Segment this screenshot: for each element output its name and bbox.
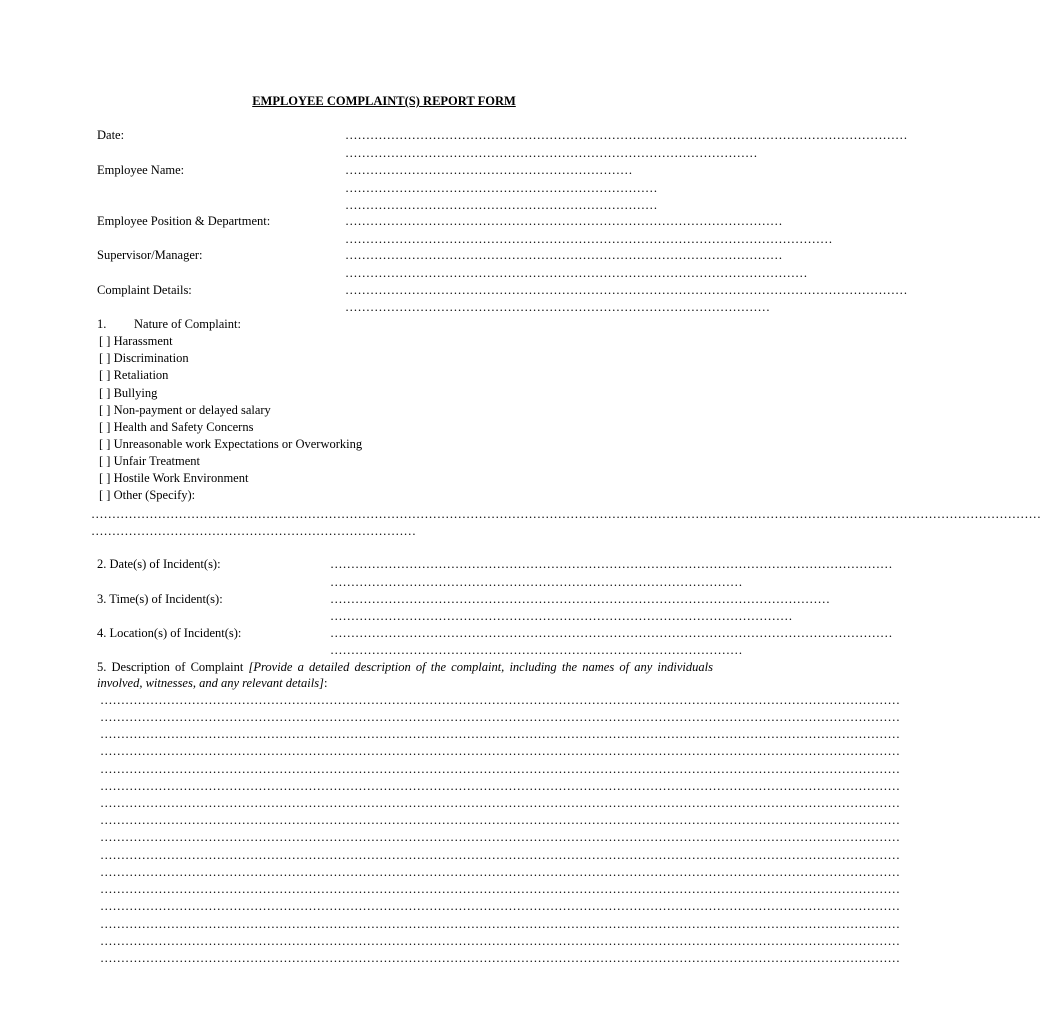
supervisor-line-2[interactable]: ………………………………………………………………………………………………… [345, 266, 808, 280]
complaint-details-label: Complaint Details: [97, 283, 192, 297]
other-specify-line-2[interactable]: …………………………………………………………………… [91, 524, 416, 538]
description-line[interactable]: ………………………………………………………………………………………………………………………………………………………………………… [100, 951, 900, 965]
date-input-line-1[interactable]: ……………………………………………………………………………………………………………………… [345, 128, 908, 142]
employee-name-line-2[interactable]: ………………………………………………………………… [345, 181, 658, 195]
incident-location-line-2[interactable]: ……………………………………………………………………………………… [330, 643, 743, 657]
description-label: 5. Description of Complaint [97, 660, 244, 674]
description-line[interactable]: ………………………………………………………………………………………………………………………………………………………………………… [100, 762, 900, 776]
option-bullying[interactable]: [ ] Bullying [99, 386, 158, 400]
position-department-label: Employee Position & Department: [97, 214, 271, 228]
option-health-safety[interactable]: [ ] Health and Safety Concerns [99, 420, 254, 434]
other-specify-line-1[interactable]: ………………………………………………………………………………………………………………………………………………………………………………………………………… [91, 507, 1041, 521]
description-hint: [Provide a detailed description of the complaint, including the names of any individuals involved, witnesses, and any relevant details] [97, 660, 713, 690]
description-line[interactable]: ………………………………………………………………………………………………………………………………………………………………………… [100, 710, 900, 724]
incident-time-line-2[interactable]: ………………………………………………………………………………………………… [330, 609, 793, 623]
description-prompt [97, 659, 713, 691]
description-line[interactable]: ………………………………………………………………………………………………………………………………………………………………………… [100, 813, 900, 827]
incident-date-line-1[interactable]: ……………………………………………………………………………………………………………………… [330, 557, 893, 571]
option-non-payment[interactable]: [ ] Non-payment or delayed salary [99, 403, 271, 417]
nature-number: 1. [97, 317, 107, 331]
employee-name-line-1[interactable]: …………………………………………………………… [345, 163, 633, 177]
supervisor-label: Supervisor/Manager: [97, 248, 203, 262]
employee-name-label: Employee Name: [97, 163, 185, 177]
option-discrimination[interactable]: [ ] Discrimination [99, 351, 189, 365]
description-line[interactable]: ………………………………………………………………………………………………………………………………………………………………………… [100, 830, 900, 844]
date-label: Date: [97, 128, 125, 142]
complaint-details-line-1[interactable]: ……………………………………………………………………………………………………………………… [345, 283, 908, 297]
form-title: EMPLOYEE COMPLAINT(S) REPORT FORM [252, 94, 516, 108]
option-unfair-treatment[interactable]: [ ] Unfair Treatment [99, 454, 201, 468]
description-line[interactable]: ………………………………………………………………………………………………………………………………………………………………………… [100, 899, 900, 913]
position-department-line-1[interactable]: …………………………………………………………………………………………… [345, 214, 783, 228]
option-retaliation[interactable]: [ ] Retaliation [99, 368, 169, 382]
employee-name-line-3[interactable]: ………………………………………………………………… [345, 198, 658, 212]
incident-date-line-2[interactable]: ……………………………………………………………………………………… [330, 575, 743, 589]
description-line[interactable]: ………………………………………………………………………………………………………………………………………………………………………… [100, 796, 900, 810]
description-line[interactable]: ………………………………………………………………………………………………………………………………………………………………………… [100, 865, 900, 879]
incident-location-label: 4. Location(s) of Incident(s): [97, 626, 242, 640]
option-overworking[interactable]: [ ] Unreasonable work Expectations or Overworking [99, 437, 363, 451]
incident-time-label: 3. Time(s) of Incident(s): [97, 592, 223, 606]
position-department-line-2[interactable]: ……………………………………………………………………………………………………… [345, 232, 833, 246]
description-line[interactable]: ………………………………………………………………………………………………………………………………………………………………………… [100, 917, 900, 931]
description-line[interactable]: ………………………………………………………………………………………………………………………………………………………………………… [100, 779, 900, 793]
incident-location-line-1[interactable]: ……………………………………………………………………………………………………………………… [330, 626, 893, 640]
option-hostile-environment[interactable]: [ ] Hostile Work Environment [99, 471, 249, 485]
description-line[interactable]: ………………………………………………………………………………………………………………………………………………………………………… [100, 882, 900, 896]
description-line[interactable]: ………………………………………………………………………………………………………………………………………………………………………… [100, 727, 900, 741]
date-input-line-2[interactable]: ……………………………………………………………………………………… [345, 146, 758, 160]
description-line[interactable]: ………………………………………………………………………………………………………………………………………………………………………… [100, 934, 900, 948]
description-line[interactable]: ………………………………………………………………………………………………………………………………………………………………………… [100, 693, 900, 707]
supervisor-line-1[interactable]: …………………………………………………………………………………………… [345, 248, 783, 262]
option-other[interactable]: [ ] Other (Specify): [99, 488, 196, 502]
option-harassment[interactable]: [ ] Harassment [99, 334, 173, 348]
description-line[interactable]: ………………………………………………………………………………………………………………………………………………………………………… [100, 744, 900, 758]
incident-time-line-1[interactable]: ………………………………………………………………………………………………………… [330, 592, 830, 606]
nature-heading: Nature of Complaint: [134, 317, 241, 331]
description-line[interactable]: ………………………………………………………………………………………………………………………………………………………………………… [100, 848, 900, 862]
description-suffix: : [323, 676, 328, 690]
incident-date-label: 2. Date(s) of Incident(s): [97, 557, 221, 571]
complaint-details-line-2[interactable]: ………………………………………………………………………………………… [345, 300, 770, 314]
